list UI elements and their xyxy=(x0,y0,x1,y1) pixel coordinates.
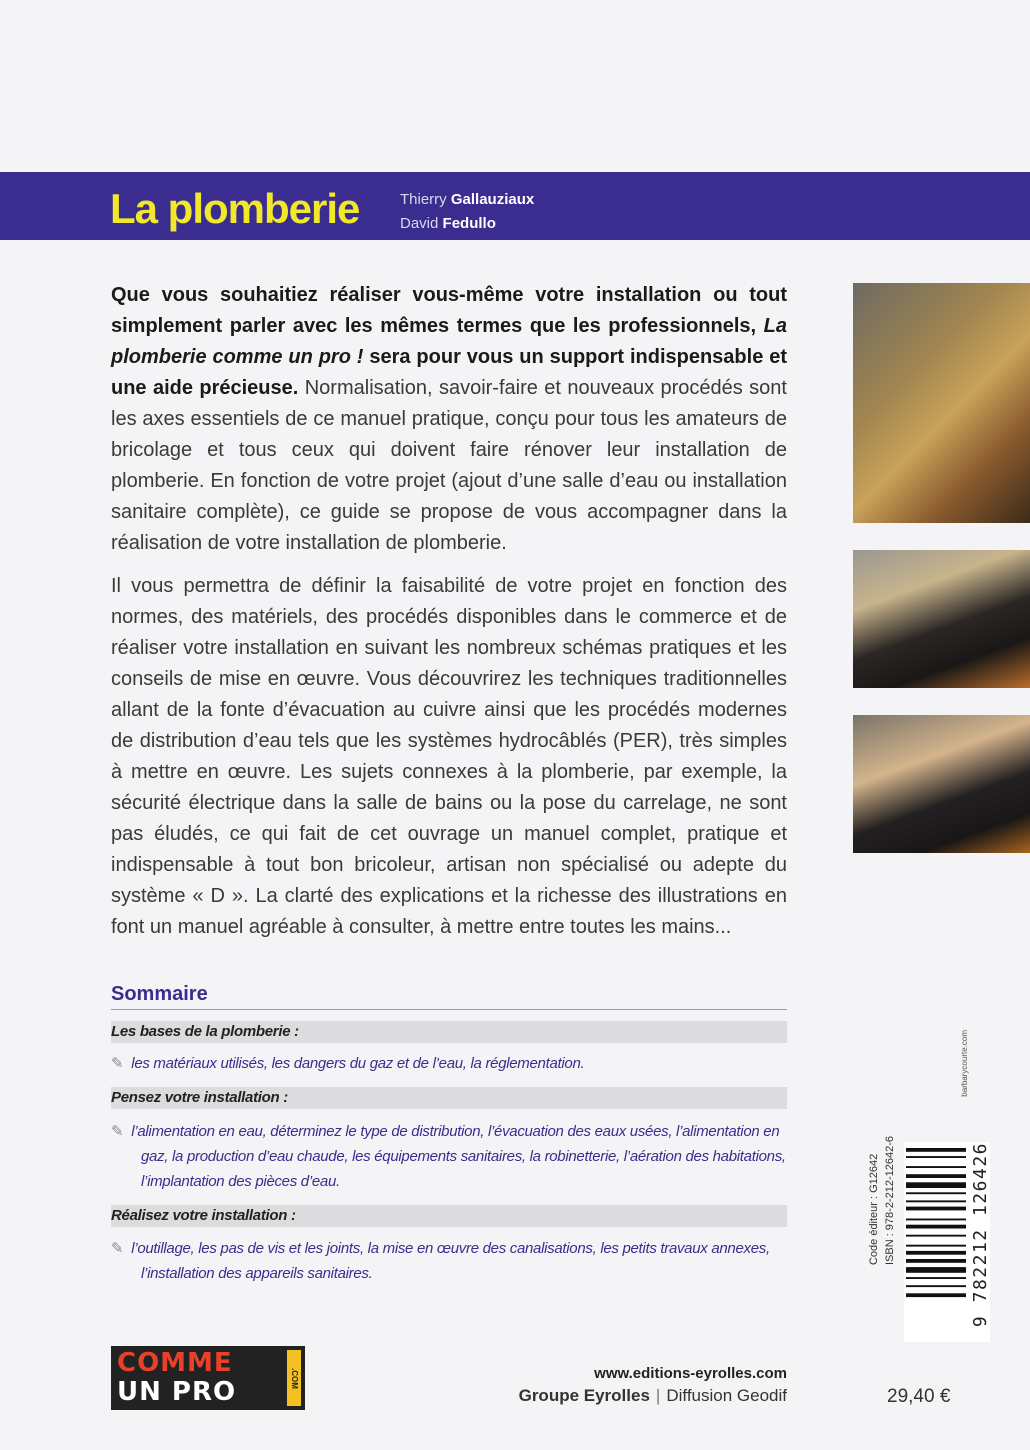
author-2-last: Fedullo xyxy=(442,215,496,232)
intro-lead-bold-end: sera pour vous un support indispensable et une aide précieuse. xyxy=(111,346,787,399)
intro-lead-bold: Que vous souhaitiez réaliser vous-même votre installation ou tout simplement parler avec les mêmes termes que les professionnels, xyxy=(111,284,787,337)
publisher-diffusion: Diffusion Geodif xyxy=(666,1386,787,1405)
logo-line-2: UN PRO xyxy=(117,1377,237,1407)
comme-un-pro-logo xyxy=(111,1346,305,1410)
authors xyxy=(400,188,534,236)
section-2-line-3: l’implantation des pièces d’eau. xyxy=(141,1173,340,1190)
book-codes xyxy=(866,1136,898,1265)
section-2-line-1: l’alimentation en eau, déterminez le type de distribution, l’évacuation des eaux usées, l’alimentation en xyxy=(131,1123,780,1140)
author-1-first: Thierry xyxy=(400,191,447,208)
publisher-website: www.editions-eyrolles.com xyxy=(594,1365,787,1382)
intro-paragraph-1-rest: Normalisation, savoir-faire et nouveaux procédés sont les axes essentiels de ce manuel pratique, conçu pour tous les amateurs de bricolage et tous ceux qui doivent faire rénover leur installation de plomberie. En fonction de votre projet (ajout d’une salle d’eau ou installation sanitaire complète), ce guide se propose de vous accompagner dans la réalisation de votre installation de plomberie. xyxy=(111,377,787,554)
code-editeur: Code éditeur : G12642 xyxy=(868,1153,880,1266)
barcode-number: 9 782212 126426 xyxy=(970,1142,991,1328)
author-1-last: Gallauziaux xyxy=(450,191,535,208)
pipe-fitting-photo xyxy=(853,715,1030,853)
logo-tag: .COM xyxy=(287,1350,301,1406)
pencil-icon: ✎ xyxy=(111,1240,124,1257)
intro-paragraph-2: Il vous permettra de définir la faisabilité de votre projet en fonction des normes, des matériels, des procédés disponibles dans le commerce et de réaliser votre installation en suivant les nombreux schémas pratiques et les conseils de mise en œuvre. Vous découvrirez les techniques traditionnelles allant de la fonte d’évacuation au cuivre ainsi que les procédés modernes de distribution d’eau tels que les systèmes hydrocâblés (PER), très simples à mettre en œuvre. Les sujets connexes à la plomberie, par exemple, la sécurité électrique dans la salle de bains ou la pose du carrelage, ne sont pas éludés, ce qui fait de cet ouvrage un manuel complet, pratique et indispensable à tout bon bricoleur, artisan non spécialisé ou adepte du système « D ». La clarté des explications et la richesse des illustrations en font un manuel agréable à consulter, à mettre entre toutes les mains... xyxy=(111,575,787,938)
logo-line-1: COMME xyxy=(117,1348,233,1378)
publisher-group: Groupe Eyrolles xyxy=(518,1386,650,1405)
plumbing-wrench-photo xyxy=(853,283,1030,523)
publisher-line xyxy=(480,1386,787,1406)
section-heading-1: Les bases de la plomberie : xyxy=(111,1021,787,1043)
pencil-icon: ✎ xyxy=(111,1123,124,1140)
intro-paragraph-1 xyxy=(111,280,787,559)
section-1-line-1: les matériaux utilisés, les dangers du gaz et de l’eau, la réglementation. xyxy=(131,1055,585,1072)
section-heading-3: Réalisez votre installation : xyxy=(111,1205,787,1227)
author-2 xyxy=(400,212,534,236)
section-2-line-2: gaz, la production d’eau chaude, les équipements sanitaires, la robinetterie, l’aération des habitations, xyxy=(141,1148,786,1165)
publisher-separator: | xyxy=(655,1386,661,1405)
section-text-3 xyxy=(111,1236,787,1286)
pipe-flaring-photo xyxy=(853,550,1030,688)
photo-credit: barbarycourte.com xyxy=(960,1030,969,1097)
author-1 xyxy=(400,188,534,212)
section-text-1 xyxy=(111,1051,787,1076)
author-2-first: David xyxy=(400,215,439,232)
price: 29,40 € xyxy=(887,1386,951,1407)
isbn: ISBN : 978-2-212-12642-6 xyxy=(884,1136,896,1266)
section-text-2 xyxy=(111,1119,787,1194)
sommaire-title: Sommaire xyxy=(111,983,208,1005)
pencil-icon: ✎ xyxy=(111,1055,124,1072)
section-3-line-1: l’outillage, les pas de vis et les joints, la mise en œuvre des canalisations, les petits travaux annexes, xyxy=(131,1240,770,1257)
section-heading-2: Pensez votre installation : xyxy=(111,1087,787,1109)
intro-text xyxy=(111,280,787,955)
intro-lead-italic: La plomberie comme un pro ! xyxy=(111,315,787,368)
barcode-bars xyxy=(904,1142,968,1342)
sommaire-divider xyxy=(111,1009,787,1010)
section-3-line-2: l’installation des appareils sanitaires. xyxy=(141,1265,373,1282)
book-title: La plomberie xyxy=(110,185,360,232)
